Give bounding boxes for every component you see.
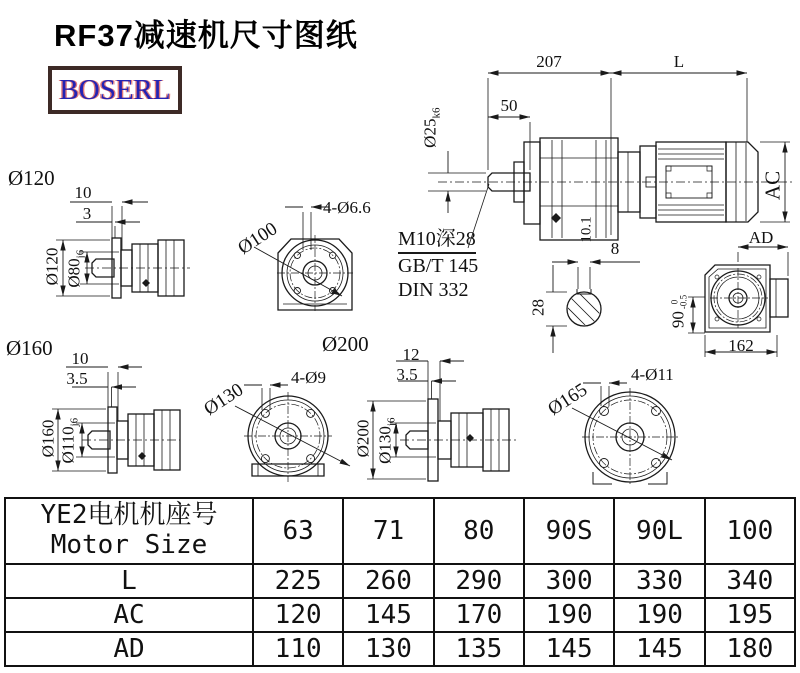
flange160-dia-outer: Ø160 [38,419,58,458]
cell-L-80: 290 [434,564,524,598]
cell-AC-90s: 190 [524,598,614,632]
row-label-AD: AD [5,632,253,666]
cell-AD-100: 180 [705,632,795,666]
dim-50: 50 [500,96,518,115]
table-header-en: Motor Size [50,530,208,560]
cell-L-71: 260 [343,564,433,598]
note-gb-standard: GB/T 145 [398,255,479,277]
flange160-title: Ø160 [6,336,53,360]
flange160-dia-pilot: $Ø110_{j6}$ [58,417,81,464]
cell-AC-71: 145 [343,598,433,632]
motor-size-table [4,497,796,667]
dim-90-tolerance: 90 0 -0.5 [668,294,689,329]
col-63: 63 [253,498,343,564]
page-title: RF37减速机尺寸图纸 [54,18,358,53]
cell-AC-90l: 190 [614,598,704,632]
flange120-dim-3: 3 [82,204,92,223]
cell-AC-63: 120 [253,598,343,632]
flange200-dia-outer: Ø200 [353,419,373,458]
brand-logo-text: BOSERL [59,73,171,106]
cell-L-100: 340 [705,564,795,598]
dim-key-width-8: 8 [610,239,620,258]
cell-AC-100: 195 [705,598,795,632]
cell-AD-80: 135 [434,632,524,666]
dim-key-height-28: 28 [528,299,548,316]
dim-AC: AC [760,170,785,201]
flange120-dim-10: 10 [74,183,92,202]
flange160-dim-3-5: 3.5 [66,369,88,388]
dim-shaft-diameter: $Ø25_{k6}$ [420,107,443,148]
dim-L: L [673,52,685,71]
cell-AC-80: 170 [434,598,524,632]
cell-L-90s: 300 [524,564,614,598]
col-90s: 90S [524,498,614,564]
shaft-end-notes [398,227,478,302]
brand-logo-box [48,66,182,114]
row-label-AC: AC [5,598,253,632]
cell-AD-71: 130 [343,632,433,666]
flange200-dia-pilot: $Ø130_{j6}$ [375,417,398,464]
flange200-dim-3-5: 3.5 [396,365,418,384]
shaft-key-section [546,262,640,353]
flange200-title: Ø200 [322,332,369,356]
flange100-holes: 4-Ø6.6 [323,198,371,217]
note-thread: M10深28 [398,227,476,254]
flange130-title: Ø130 [200,379,248,420]
flange165-title: Ø165 [544,379,592,420]
table-row-AD [5,632,795,666]
flange130-front-view [235,385,350,482]
col-71: 71 [343,498,433,564]
assembly-side-view [428,73,792,248]
cell-AD-63: 110 [253,632,343,666]
row-label-L: L [5,564,253,598]
dim-207: 207 [536,52,562,71]
dim-AD: AD [748,228,774,247]
table-row-AC [5,598,795,632]
cell-AD-90l: 145 [614,632,704,666]
cell-L-90l: 330 [614,564,704,598]
note-din-standard: DIN 332 [398,279,469,301]
flange130-holes: 4-Ø9 [291,368,326,387]
flange200-dim-12: 12 [402,345,420,364]
flange120-dia-pilot: $Ø80_{j6}$ [64,249,87,288]
dim-162: 162 [728,336,754,355]
table-header-cell [5,498,253,564]
flange165-holes: 4-Ø11 [631,365,674,384]
col-90l: 90L [614,498,704,564]
dim-10-1: 10.1 [578,216,595,243]
cell-L-63: 225 [253,564,343,598]
col-80: 80 [434,498,524,564]
col-100: 100 [705,498,795,564]
flange120-dia-outer: Ø120 [42,247,62,286]
table-header-cn: YE2电机机座号 [40,500,218,531]
cell-AD-90s: 145 [524,632,614,666]
flange120-title: Ø120 [8,166,55,190]
table-header-row [5,498,795,564]
table-row-L [5,564,795,598]
flange100-title: Ø100 [234,218,282,259]
flange160-dim-10: 10 [71,349,89,368]
